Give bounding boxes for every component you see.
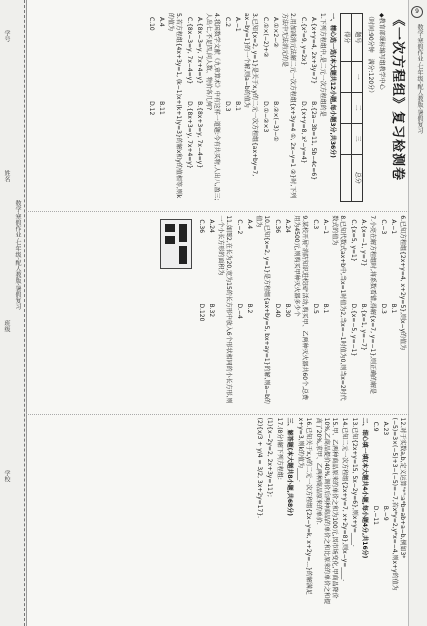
score-header: 三 bbox=[352, 123, 363, 154]
score-header: 题号 bbox=[352, 14, 363, 62]
answer-option[interactable]: D.{x=−5, y=−1} bbox=[350, 303, 357, 357]
page-title: 《一次方程组》复习检测卷 bbox=[390, 13, 405, 182]
answer-option[interactable]: C.36 bbox=[274, 219, 281, 234]
fill-question: 14.已知二元一次方程组{2x+y=7, x+2y=8},则x−y=____. bbox=[341, 417, 348, 582]
answer-options bbox=[311, 219, 329, 404]
answer-option[interactable]: A.−1 bbox=[390, 219, 397, 235]
content-area bbox=[26, 0, 409, 626]
fill-question: 13.已知{2x+y=15, 5x−2y=6},则x+y=____. bbox=[351, 417, 358, 547]
question-text: 12.对于实数a,b,定义运算"*":a*b=ab+a−b,例如3*(−5)=3×(−5)+3−(−5)=−7,若x*y=2,y*x=−4,则x+y的值为 bbox=[391, 417, 406, 591]
answer-option[interactable]: B.−9 bbox=[382, 505, 389, 521]
score-table bbox=[340, 13, 363, 202]
score-row-label: 得分 bbox=[341, 14, 352, 62]
answer-option[interactable]: B.②×(−3)−① bbox=[272, 101, 279, 142]
question-item bbox=[223, 13, 258, 202]
question-text: 2.用加减消元法解二元一次方程组{x+3y=4 ①, 2x−y=1 ②}时,下列方法中无法消元的是 bbox=[281, 13, 296, 199]
answer-option[interactable]: D.−4 bbox=[236, 303, 243, 319]
answer-option[interactable]: D.−11 bbox=[372, 505, 379, 525]
score-header: 二 bbox=[352, 92, 363, 123]
answer-option[interactable]: C.{x²=9, y=2x} bbox=[300, 17, 307, 66]
section-3-heading: 三、解答题(本大题共8小题,共68分) bbox=[286, 417, 293, 516]
answer-options bbox=[185, 17, 203, 202]
answer-option[interactable]: A.23 bbox=[382, 421, 389, 436]
answer-options bbox=[147, 17, 165, 202]
score-cell[interactable] bbox=[341, 61, 352, 92]
answer-option[interactable]: D.5 bbox=[312, 303, 319, 314]
question-list-2 bbox=[197, 215, 406, 404]
answer-option[interactable]: D.①−②×3 bbox=[262, 101, 269, 133]
question-list-3 bbox=[371, 418, 406, 607]
page-number: 9 bbox=[411, 6, 423, 18]
answer-option[interactable]: B.32 bbox=[208, 303, 215, 318]
question-text: 5.若方程组{4x+3y=1, (k−1)x+(k+1)y=3}的解x和y的值相等,则k的值为 bbox=[167, 13, 182, 199]
question-text: 11.如图2,在长为20,宽为15的长方形中放入6个形状相同的小长方形,则一个小长方形的面积为 bbox=[217, 215, 232, 404]
binding-label-2: 姓名 bbox=[3, 170, 10, 182]
answer-options bbox=[349, 219, 367, 404]
question-item bbox=[349, 215, 376, 404]
question-item bbox=[185, 13, 220, 202]
question-text: 8.已知代数式ax+b中,当x=1时值为2,当x=−1时值为0,则当x=2时代数式的值为 bbox=[331, 215, 346, 401]
answer-option[interactable]: C.{8x−3=y, 7x−4=y} bbox=[186, 17, 193, 85]
answer-options bbox=[261, 17, 279, 202]
answer-options bbox=[371, 422, 389, 607]
answer-option[interactable]: C.10 bbox=[148, 17, 155, 31]
answer-option[interactable]: C.36 bbox=[198, 219, 205, 234]
cut-line bbox=[24, 0, 25, 626]
column-1 bbox=[26, 10, 409, 205]
answer-option[interactable]: A.−1 bbox=[322, 219, 329, 235]
section-2-heading: 二、细心填一填(本大题共4小题,每小题4分,共16分) bbox=[361, 417, 368, 559]
exam-meta: （时间:90分钟 满分:120分） bbox=[367, 13, 374, 97]
question-text: 7.小亮在解方程组时,将系数看错,得解{x=7, y=−1},则正确的解是 bbox=[369, 215, 376, 395]
answer-option[interactable]: D.3 bbox=[224, 101, 231, 112]
fill-question: 16.已知关于x,y的二元一次方程组{2x−y=k, x+2y=...}的解满足x+y=3,则k的值为____. bbox=[297, 417, 312, 595]
answer-option[interactable]: C.−2 bbox=[236, 219, 243, 235]
header-strip bbox=[408, 0, 427, 626]
answer-option[interactable]: A.4 bbox=[246, 219, 253, 230]
question-item bbox=[371, 418, 406, 607]
answer-option[interactable]: B.1 bbox=[322, 303, 329, 314]
answer-options bbox=[299, 17, 317, 202]
answer-option[interactable]: D.40 bbox=[274, 303, 281, 318]
question-text: 6.已知方程组{2x+y=4, x+2y=5},则x−y的值为 bbox=[399, 215, 406, 351]
answer-option[interactable]: C.−3 bbox=[380, 219, 387, 235]
answer-part: (1){x−2y=2, 2x+3y=11}; bbox=[266, 417, 273, 497]
question-item bbox=[235, 215, 270, 404]
answer-option[interactable]: D.{x+y=8, x²−y=4} bbox=[300, 101, 307, 164]
question-item bbox=[311, 215, 346, 404]
answer-option[interactable]: C.{x=5, y=1} bbox=[350, 219, 357, 262]
answer-option[interactable]: B.{2a−3b=11, 5b−4c=6} bbox=[310, 101, 317, 181]
rotated-content bbox=[26, 10, 409, 610]
question-item bbox=[379, 215, 406, 404]
answer-option[interactable]: A.{8x−3=y, 7x+4=y} bbox=[196, 17, 203, 84]
score-cell[interactable] bbox=[341, 154, 352, 202]
section-1-heading: 一、精心选一选(本大题共12小题,每小题3分,共36分) bbox=[329, 13, 336, 158]
figure-rectangles bbox=[160, 219, 192, 269]
question-item bbox=[273, 215, 308, 404]
answer-options bbox=[223, 17, 241, 202]
answer-option[interactable]: B.11 bbox=[158, 101, 165, 115]
question-text: 10.已知{x=2, y=1}是方程组{ax+by=5, bx+ay=1}的解,则a−b的值为 bbox=[255, 215, 270, 404]
answer-option[interactable]: A.4 bbox=[158, 17, 165, 27]
answer-options bbox=[379, 219, 397, 404]
answer-option[interactable]: D.120 bbox=[198, 303, 205, 322]
answer-option[interactable]: A.{x+y=4, 2x+3y=7} bbox=[310, 17, 317, 84]
answer-option[interactable]: A.24 bbox=[208, 219, 215, 233]
answer-option[interactable]: C.9 bbox=[372, 421, 379, 432]
answer-option[interactable]: B.30 bbox=[284, 303, 291, 318]
answer-option[interactable]: D.3 bbox=[380, 303, 387, 314]
answer-option[interactable]: A.{x=−1, y=7} bbox=[360, 219, 367, 267]
score-header: 总分 bbox=[352, 154, 363, 202]
fill-question: 15.甲、乙两种商品原来的单价之和为100元,因市场变化,甲商品降价10%,乙商品提价40%,调价后两种商品的单价之和比原来的单价之和提高了20%,求甲、乙两种商品原来的单价. bbox=[315, 417, 338, 605]
score-cell[interactable] bbox=[341, 92, 352, 123]
margin-note: 数学·寒假作业·七年级·配人教版·暑假复习 bbox=[14, 200, 21, 310]
answer-question: 17.(8分)解下列方程组: bbox=[276, 417, 283, 480]
question-item bbox=[197, 215, 232, 404]
question-text: 9.某校开展"消防知识进校园"活动,购买甲、乙两种灭火器共60个,总费用为4500元,则购买甲种灭火器多少个 bbox=[293, 215, 308, 401]
answer-option[interactable]: A.①×2−② bbox=[272, 17, 279, 48]
answer-option[interactable]: B.2 bbox=[246, 303, 253, 314]
answer-option[interactable]: A.−1 bbox=[234, 17, 241, 32]
score-header: 一 bbox=[352, 61, 363, 92]
answer-options bbox=[235, 219, 253, 404]
answer-option[interactable]: C.3 bbox=[312, 219, 319, 230]
question-item bbox=[147, 13, 182, 202]
binding-margin bbox=[0, 0, 27, 626]
question-item bbox=[261, 13, 296, 202]
column-3 bbox=[26, 414, 409, 610]
answer-options bbox=[197, 219, 215, 404]
answer-option[interactable]: B.1 bbox=[234, 101, 241, 111]
answer-option[interactable]: D.{8x+3=y, 7x+4=y} bbox=[186, 101, 193, 169]
question-list-1 bbox=[147, 13, 326, 202]
answer-option[interactable]: C.2 bbox=[224, 17, 231, 27]
question-item bbox=[299, 13, 326, 202]
answer-options bbox=[273, 219, 291, 404]
question-text: 1.下列方程组中,是二元一次方程组的是 bbox=[319, 13, 326, 117]
question-text: 4.我国数学文献《九章算术》中有这样一道题:今有共买物,人出八,盈三;人出七,不足四,问人数、物价各几何? bbox=[205, 13, 220, 201]
binding-label-4: 学校 bbox=[3, 470, 10, 482]
answer-option[interactable]: B.{x=1, y=−7} bbox=[360, 303, 367, 351]
score-cell[interactable] bbox=[341, 123, 352, 154]
answer-option[interactable]: C.①×(−2)+② bbox=[262, 17, 269, 58]
answer-part: (2){x/3 + y/4 = 3/2, 3x+2y=17}. bbox=[256, 417, 263, 519]
question-text: 3.已知{x=2, y=1}是关于x,y的二元一次方程组{ax+by=7, ax−by=1}的一个解,则a−b的值为 bbox=[243, 13, 258, 177]
header-right: 数学·寒假作业·七年级·配人教版·暑假复习 bbox=[416, 24, 423, 134]
answer-option[interactable]: B.1 bbox=[390, 303, 397, 314]
answer-option[interactable]: D.12 bbox=[148, 101, 155, 116]
answer-option[interactable]: A.24 bbox=[284, 219, 291, 233]
binding-label-3: 班级 bbox=[3, 320, 10, 332]
column-2 bbox=[26, 211, 409, 407]
binding-label-1: 学号 bbox=[3, 30, 10, 42]
answer-option[interactable]: B.{8x+3=y, 7x−4=y} bbox=[196, 101, 203, 169]
subtitle: ◆教育部课标编写组教学中心 bbox=[378, 13, 385, 90]
